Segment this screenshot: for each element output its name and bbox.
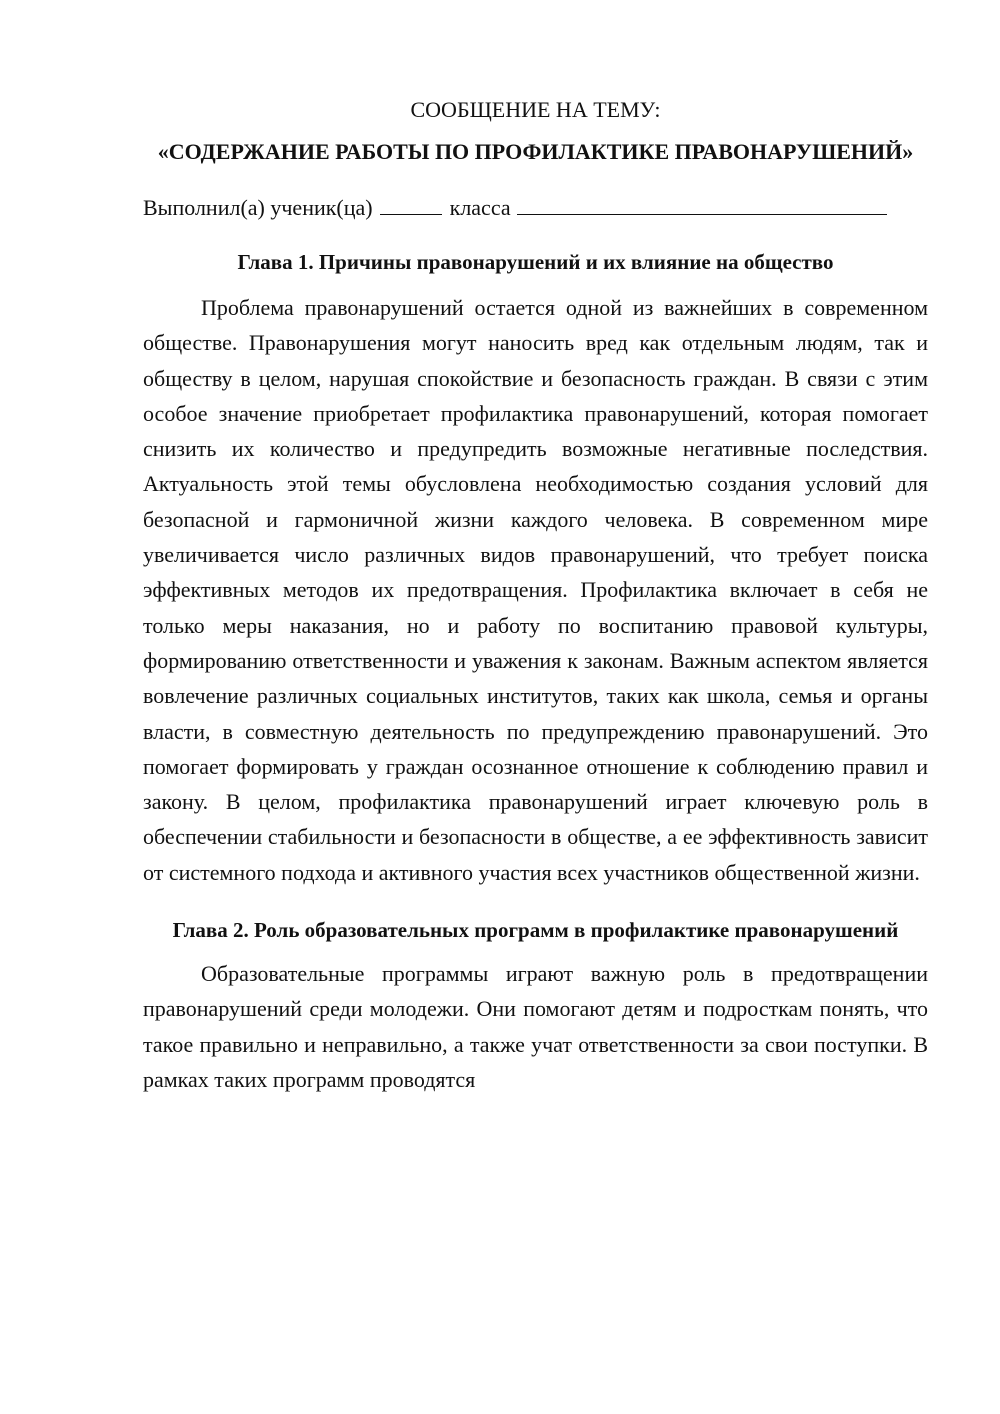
chapter-2-heading: Глава 2. Роль образовательных программ в профилактике правонарушений <box>172 918 899 943</box>
document-title: «СОДЕРЖАНИЕ РАБОТЫ ПО ПРОФИЛАКТИКЕ ПРАВОНАРУШЕНИЙ» <box>157 139 914 164</box>
class-blank <box>380 192 442 215</box>
document-page <box>143 92 928 1097</box>
author-middle: класса <box>449 195 511 220</box>
document-header-line: СООБЩЕНИЕ НА ТЕМУ: <box>410 97 661 122</box>
author-prefix: Выполнил(а) ученик(ца) <box>143 195 373 220</box>
chapter-2-text: Образовательные программы играют важную роль в предотвращении правонарушений среди молодежи. Они помогают детям и подросткам понять, что такое правильно и неправильно, а также учат ответственности за свои поступки. В рамках таких программ проводятся <box>143 961 928 1092</box>
chapter-1-text: Проблема правонарушений остается одной из важнейших в современном обществе. Правонарушения могут наносить вред как отдельным людям, так и обществу в целом, нарушая спокойствие и безопасность граждан. В связи с этим особое значение приобретает профилактика правонарушений, которая помогает снизить их количество и предупредить возможные негативные последствия. Актуальность этой темы обусловлена необходимостью создания условий для безопасной и гармоничной жизни каждого человека. В современном мире увеличивается число различных видов правонарушений, что требует поиска эффективных методов их предотвращения. Профилактика включает в себя не только меры наказания, но и работу по воспитанию правовой культуры, формированию ответственности и уважения к законам. Важным аспектом является вовлечение различных социальных институтов, таких как школа, семья и органы власти, в совместную деятельность по предупреждению правонарушений. Это помогает формировать у граждан осознанное отношение к соблюдению правил и закону. В целом, профилактика правонарушений играет ключевую роль в обеспечении стабильности и безопасности в обществе, а ее эффективность зависит от системного подхода и активного участия всех участников общественной жизни. <box>143 295 928 885</box>
name-blank <box>517 192 887 215</box>
chapter-1-heading: Глава 1. Причины правонарушений и их влияние на общество <box>237 250 834 274</box>
author-line <box>143 190 928 226</box>
